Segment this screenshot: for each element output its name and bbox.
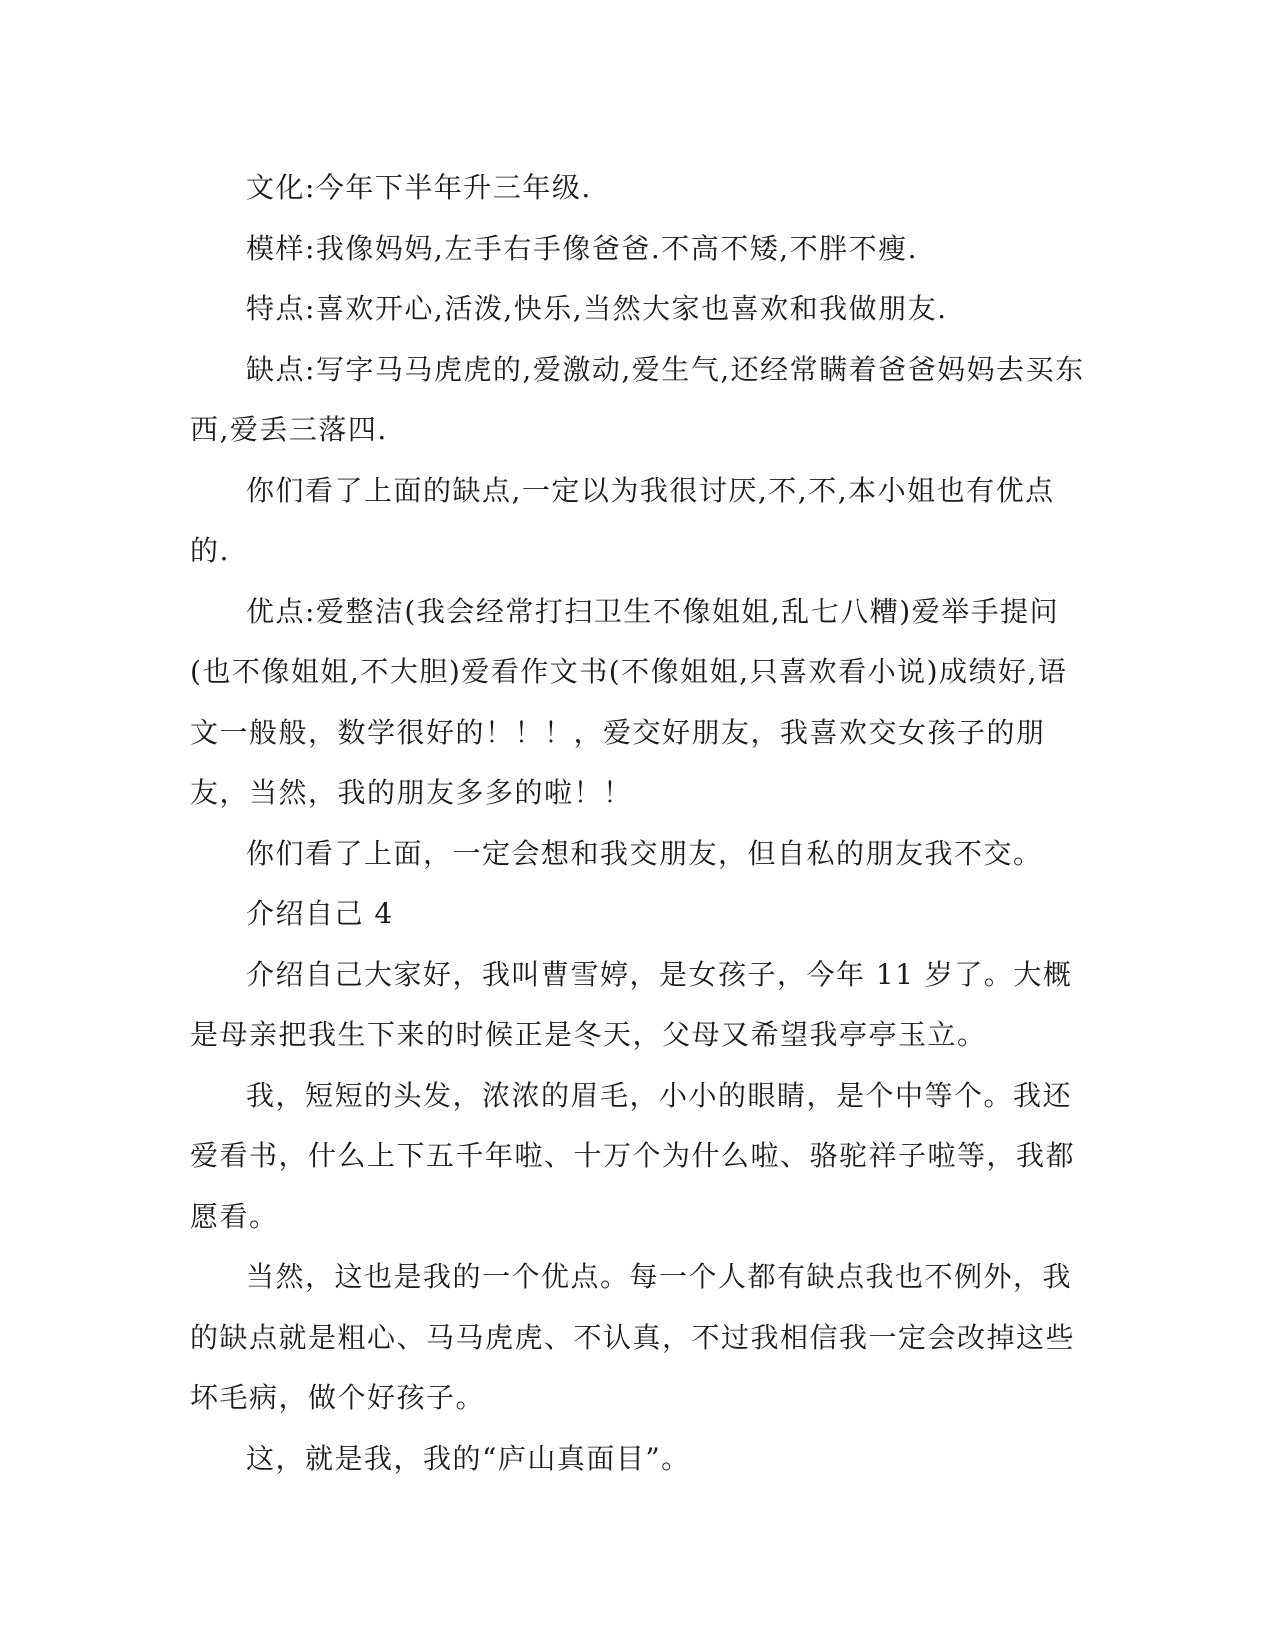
- paragraph-transition: 你们看了上面的缺点,一定以为我很讨厌,不,不,本小姐也有优点的.: [190, 473, 1055, 567]
- paragraph-friends: 你们看了上面，一定会想和我交朋友，但自私的朋友我不交。: [246, 836, 1043, 870]
- section-heading: 介绍自己 4: [246, 897, 394, 930]
- paragraph-shortcomings: 缺点:写字马马虎虎的,爱激动,爱生气,还经常瞒着爸爸妈妈去买东西,爱丢三落四.: [190, 352, 1085, 446]
- paragraph-traits: 特点:喜欢开心,活泼,快乐,当然大家也喜欢和我做朋友.: [246, 292, 948, 325]
- paragraph-closing: 这，就是我，我的“庐山真面目”。: [246, 1441, 691, 1475]
- paragraph-intro: 介绍自己大家好，我叫曹雪婷，是女孩子，今年 11 岁了。大概是母亲把我生下来的时候正是冬天，父母又希望我亭亭玉立。: [190, 957, 1073, 1051]
- paragraph-appearance: 模样:我像妈妈,左手右手像爸爸.不高不矮,不胖不瘦.: [246, 231, 919, 265]
- paragraph-flaws: 当然，这也是我的一个优点。每一个人都有缺点我也不例外，我的缺点就是粗心、马马虎虎、不认真，不过我相信我一定会改掉这些坏毛病，做个好孩子。: [190, 1260, 1076, 1414]
- paragraph-description: 我，短短的头发，浓浓的眉毛，小小的眼睛，是个中等个。我还爱看书，什么上下五千年啦、十万个为什么啦、骆驼祥子啦等，我都愿看。: [190, 1078, 1076, 1233]
- paragraph-culture: 文化:今年下半年升三年级.: [246, 171, 592, 204]
- paragraph-strengths: 优点:爱整洁(我会经常打扫卫生不像姐姐,乱七八糟)爱举手提问(也不像姐姐,不大胆)爱看作文书(不像姐姐,只喜欢看小说)成绩好,语文一般般，数学很好的！！！，爱交好朋友，我喜欢交女孩子的朋友，当然，我的朋友多多的啦！！: [190, 594, 1068, 809]
- document-body: [190, 158, 1085, 1489]
